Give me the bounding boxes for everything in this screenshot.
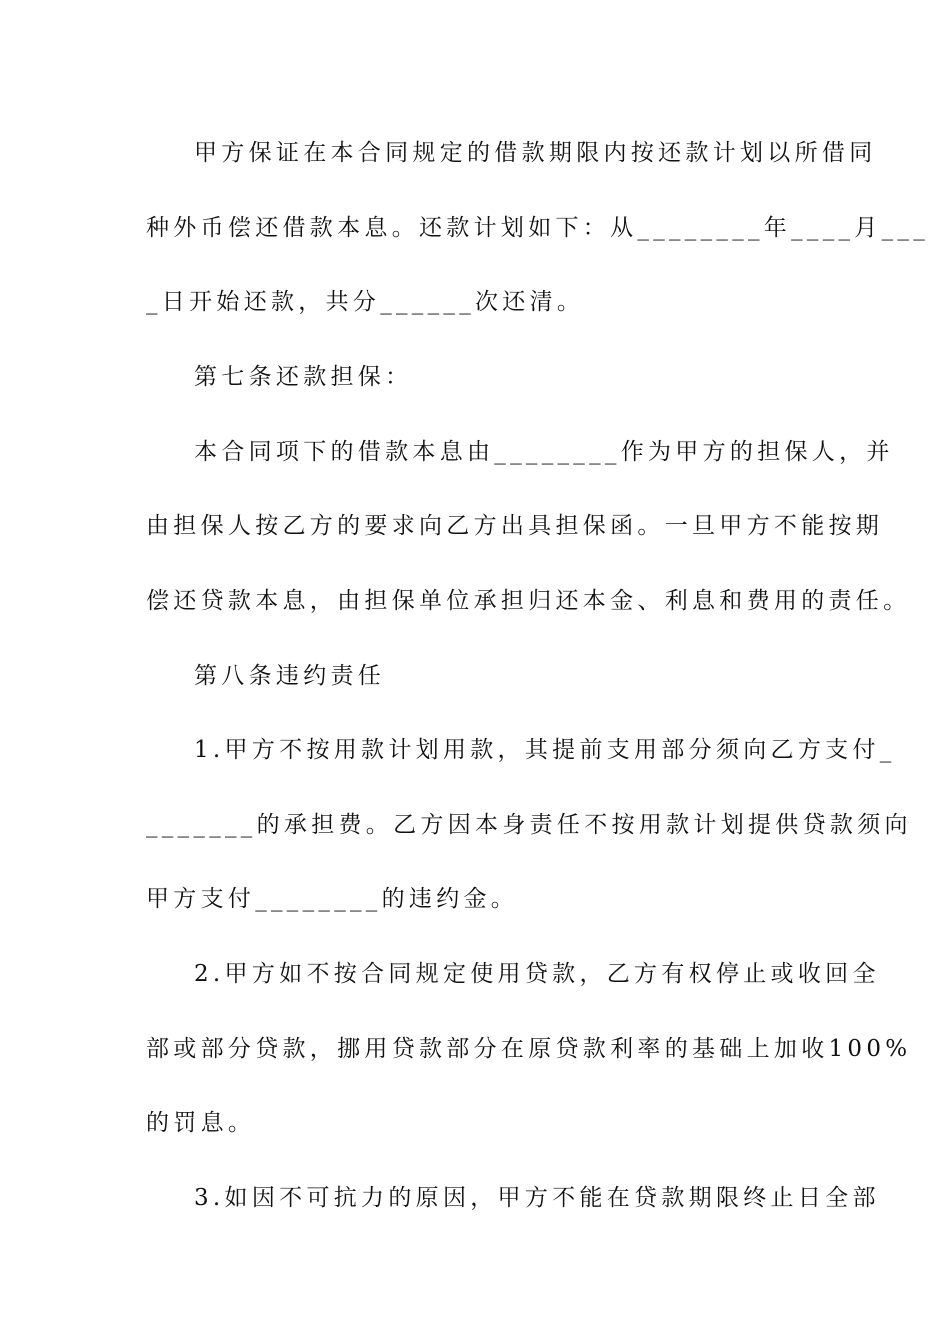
paragraph-line: 1.甲方不按用款计划用款，其提前支用部分须向乙方支付_ (194, 737, 896, 763)
paragraph-line: 种外币偿还借款本息。还款计划如下：从________年____月___ (146, 215, 929, 241)
paragraph-line: 3.如因不可抗力的原因，甲方不能在贷款期限终止日全部 (194, 1185, 880, 1211)
paragraph-line: _______的承担费。乙方因本身责任不按用款计划提供贷款须向 (146, 812, 912, 838)
paragraph-line: 的罚息。 (146, 1110, 256, 1136)
section-heading: 第八条违约责任 (194, 663, 386, 689)
paragraph-line: _日开始还款，共分______次还清。 (146, 289, 585, 315)
paragraph-line: 甲方保证在本合同规定的借款期限内按还款计划以所借同 (194, 140, 877, 166)
paragraph-line: 本合同项下的借款本息由________作为甲方的担保人，并 (194, 439, 894, 465)
paragraph-line: 部或部分贷款，挪用贷款部分在原贷款利率的基础上加收100% (146, 1036, 912, 1062)
section-heading: 第七条还款担保： (194, 364, 413, 390)
paragraph-line: 2.甲方如不按合同规定使用贷款，乙方有权停止或收回全 (194, 961, 880, 987)
paragraph-line: 由担保人按乙方的要求向乙方出具担保函。一旦甲方不能按期 (146, 513, 884, 539)
paragraph-line: 甲方支付________的违约金。 (146, 886, 519, 912)
paragraph-line: 偿还贷款本息，由担保单位承担归还本金、利息和费用的责任。 (146, 588, 911, 614)
